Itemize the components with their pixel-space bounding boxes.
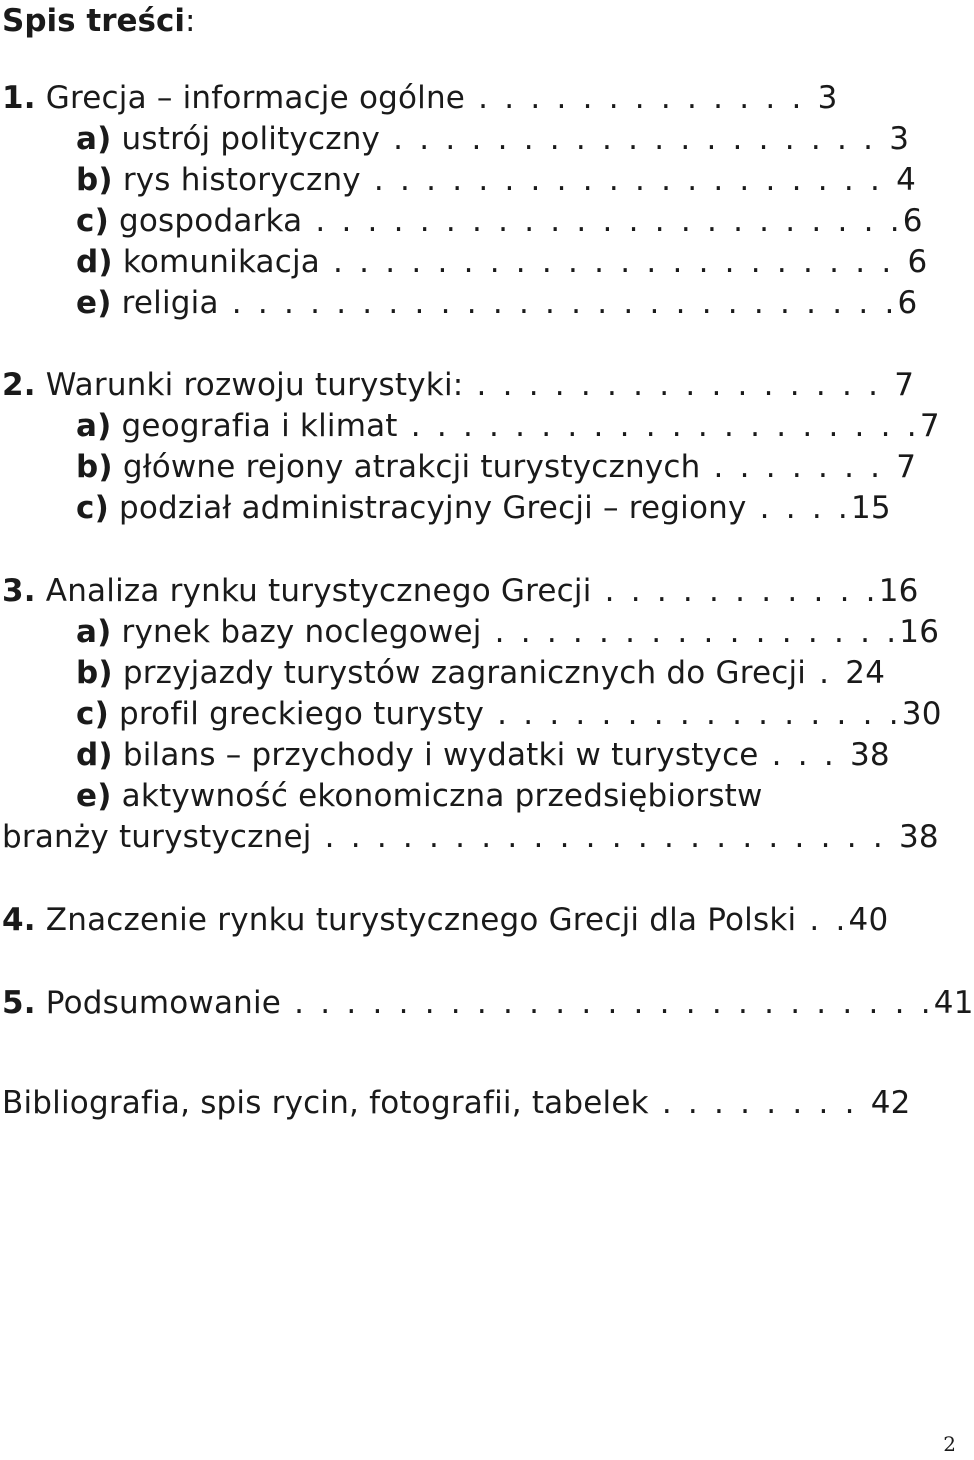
entry-number: a) bbox=[76, 408, 112, 444]
entry-page: 38 bbox=[849, 737, 890, 773]
entry-number: 4. bbox=[2, 902, 36, 938]
entry-title: komunikacja bbox=[112, 244, 320, 280]
entry-number: e) bbox=[76, 778, 112, 814]
toc-entry-3b bbox=[76, 655, 885, 691]
entry-page: 6 bbox=[897, 285, 918, 321]
page-number: 2 bbox=[943, 1432, 956, 1456]
toc-entry-1 bbox=[2, 80, 838, 116]
entry-number: b) bbox=[76, 162, 113, 198]
toc-heading bbox=[2, 2, 195, 40]
entry-title: Podsumowanie bbox=[35, 985, 282, 1021]
toc-heading-colon: : bbox=[184, 3, 196, 39]
entry-number: 5. bbox=[2, 985, 36, 1021]
entry-page: 40 bbox=[848, 902, 889, 938]
entry-page: 6 bbox=[902, 203, 923, 239]
entry-title: rys historyczny bbox=[112, 162, 361, 198]
entry-leader: . . . . . . . . . . . bbox=[591, 573, 879, 609]
entry-leader: . . . . . . . . bbox=[648, 1085, 871, 1121]
entry-title: Grecja – informacje ogólne bbox=[35, 80, 466, 116]
entry-number: d) bbox=[76, 737, 113, 773]
entry-page: 6 bbox=[907, 244, 928, 280]
toc-entry-3e-continued bbox=[2, 819, 939, 855]
entry-title: przyjazdy turystów zagranicznych do Grecji bbox=[112, 655, 807, 691]
entry-number: c) bbox=[76, 203, 109, 239]
entry-number: b) bbox=[76, 449, 113, 485]
toc-entry-2c bbox=[76, 490, 891, 526]
entry-page: 30 bbox=[901, 696, 942, 732]
entry-page: 3 bbox=[817, 80, 838, 116]
entry-number: c) bbox=[76, 696, 109, 732]
entry-title: Znaczenie rynku turystycznego Grecji dla Polski bbox=[35, 902, 797, 938]
entry-page: 15 bbox=[850, 490, 891, 526]
entry-title: branży turystycznej bbox=[2, 819, 312, 855]
entry-leader: . . . bbox=[758, 737, 850, 773]
entry-title: bilans – przychody i wydatki w turystyce bbox=[112, 737, 759, 773]
entry-page: 7 bbox=[896, 449, 917, 485]
entry-leader: . . . . . . . . . . . . . . . . bbox=[481, 614, 900, 650]
entry-leader: . . . . . . . . . . . . . . . . . . . . . . . bbox=[302, 203, 903, 239]
entry-title: ustrój polityczny bbox=[111, 121, 381, 157]
entry-leader: . . . . . . . bbox=[700, 449, 897, 485]
toc-entry-2 bbox=[2, 367, 914, 403]
entry-leader: . bbox=[806, 655, 846, 691]
entry-page: 3 bbox=[889, 121, 910, 157]
entry-title: Analiza rynku turystycznego Grecji bbox=[35, 573, 592, 609]
toc-entry-1e bbox=[76, 285, 917, 321]
entry-leader: . . . . bbox=[746, 490, 851, 526]
toc-entry-4 bbox=[2, 902, 888, 938]
entry-number: c) bbox=[76, 490, 109, 526]
entry-leader: . . . . . . . . . . . . . . . . . . . bbox=[380, 121, 890, 157]
entry-leader: . . . . . . . . . . . . . . . . bbox=[463, 367, 895, 403]
entry-leader: . . . . . . . . . . . . . . . . . . . . . . . . . bbox=[281, 985, 934, 1021]
toc-entry-bibliography bbox=[2, 1085, 911, 1121]
entry-leader: . . . . . . . . . . . . . . . . bbox=[484, 696, 902, 732]
toc-entry-1b bbox=[76, 162, 916, 198]
toc-entry-3c bbox=[76, 696, 942, 732]
entry-number: d) bbox=[76, 244, 113, 280]
entry-page: 16 bbox=[878, 573, 919, 609]
entry-page: 42 bbox=[870, 1085, 911, 1121]
entry-page: 7 bbox=[894, 367, 915, 403]
entry-number: a) bbox=[76, 121, 112, 157]
toc-entry-1d bbox=[76, 244, 927, 280]
entry-number: 1. bbox=[2, 80, 36, 116]
toc-heading-text: Spis treści bbox=[2, 3, 185, 39]
entry-leader: . . . . . . . . . . . . . . . . . . . . bbox=[360, 162, 897, 198]
entry-leader: . . . . . . . . . . . . . bbox=[465, 80, 818, 116]
entry-leader: . . . . . . . . . . . . . . . . . . . . . . . . . . bbox=[218, 285, 898, 321]
entry-title: gospodarka bbox=[108, 203, 303, 239]
entry-number: 2. bbox=[2, 367, 36, 403]
entry-title: główne rejony atrakcji turystycznych bbox=[112, 449, 701, 485]
entry-title: aktywność ekonomiczna przedsiębiorstw bbox=[111, 778, 763, 814]
toc-entry-1a bbox=[76, 121, 909, 157]
toc-entry-3 bbox=[2, 573, 919, 609]
entry-page: 38 bbox=[898, 819, 939, 855]
entry-number: 3. bbox=[2, 573, 36, 609]
entry-number: a) bbox=[76, 614, 112, 650]
toc-entry-3a bbox=[76, 614, 939, 650]
toc-entry-2b bbox=[76, 449, 916, 485]
entry-title: profil greckiego turysty bbox=[108, 696, 485, 732]
entry-page: 41 bbox=[933, 985, 974, 1021]
entry-title: rynek bazy noclegowej bbox=[111, 614, 482, 650]
toc-entry-3d bbox=[76, 737, 890, 773]
entry-title: Warunki rozwoju turystyki: bbox=[35, 367, 464, 403]
entry-page: 24 bbox=[845, 655, 886, 691]
entry-leader: . . . . . . . . . . . . . . . . . . . . . . bbox=[320, 244, 908, 280]
toc-entry-5 bbox=[2, 985, 974, 1021]
entry-title: Bibliografia, spis rycin, fotografii, tabelek bbox=[2, 1085, 649, 1121]
toc-entry-3e bbox=[76, 778, 763, 814]
entry-page: 7 bbox=[919, 408, 940, 444]
entry-page: 16 bbox=[899, 614, 940, 650]
entry-leader: . . . . . . . . . . . . . . . . . . . . bbox=[397, 408, 920, 444]
entry-leader: . . bbox=[796, 902, 849, 938]
toc-entry-1c bbox=[76, 203, 923, 239]
entry-title: podział administracyjny Grecji – regiony bbox=[108, 490, 747, 526]
entry-title: religia bbox=[111, 285, 219, 321]
entry-leader: . . . . . . . . . . . . . . . . . . . . . . bbox=[311, 819, 899, 855]
entry-number: e) bbox=[76, 285, 112, 321]
toc-entry-2a bbox=[76, 408, 940, 444]
entry-page: 4 bbox=[896, 162, 917, 198]
entry-title: geografia i klimat bbox=[111, 408, 398, 444]
entry-number: b) bbox=[76, 655, 113, 691]
